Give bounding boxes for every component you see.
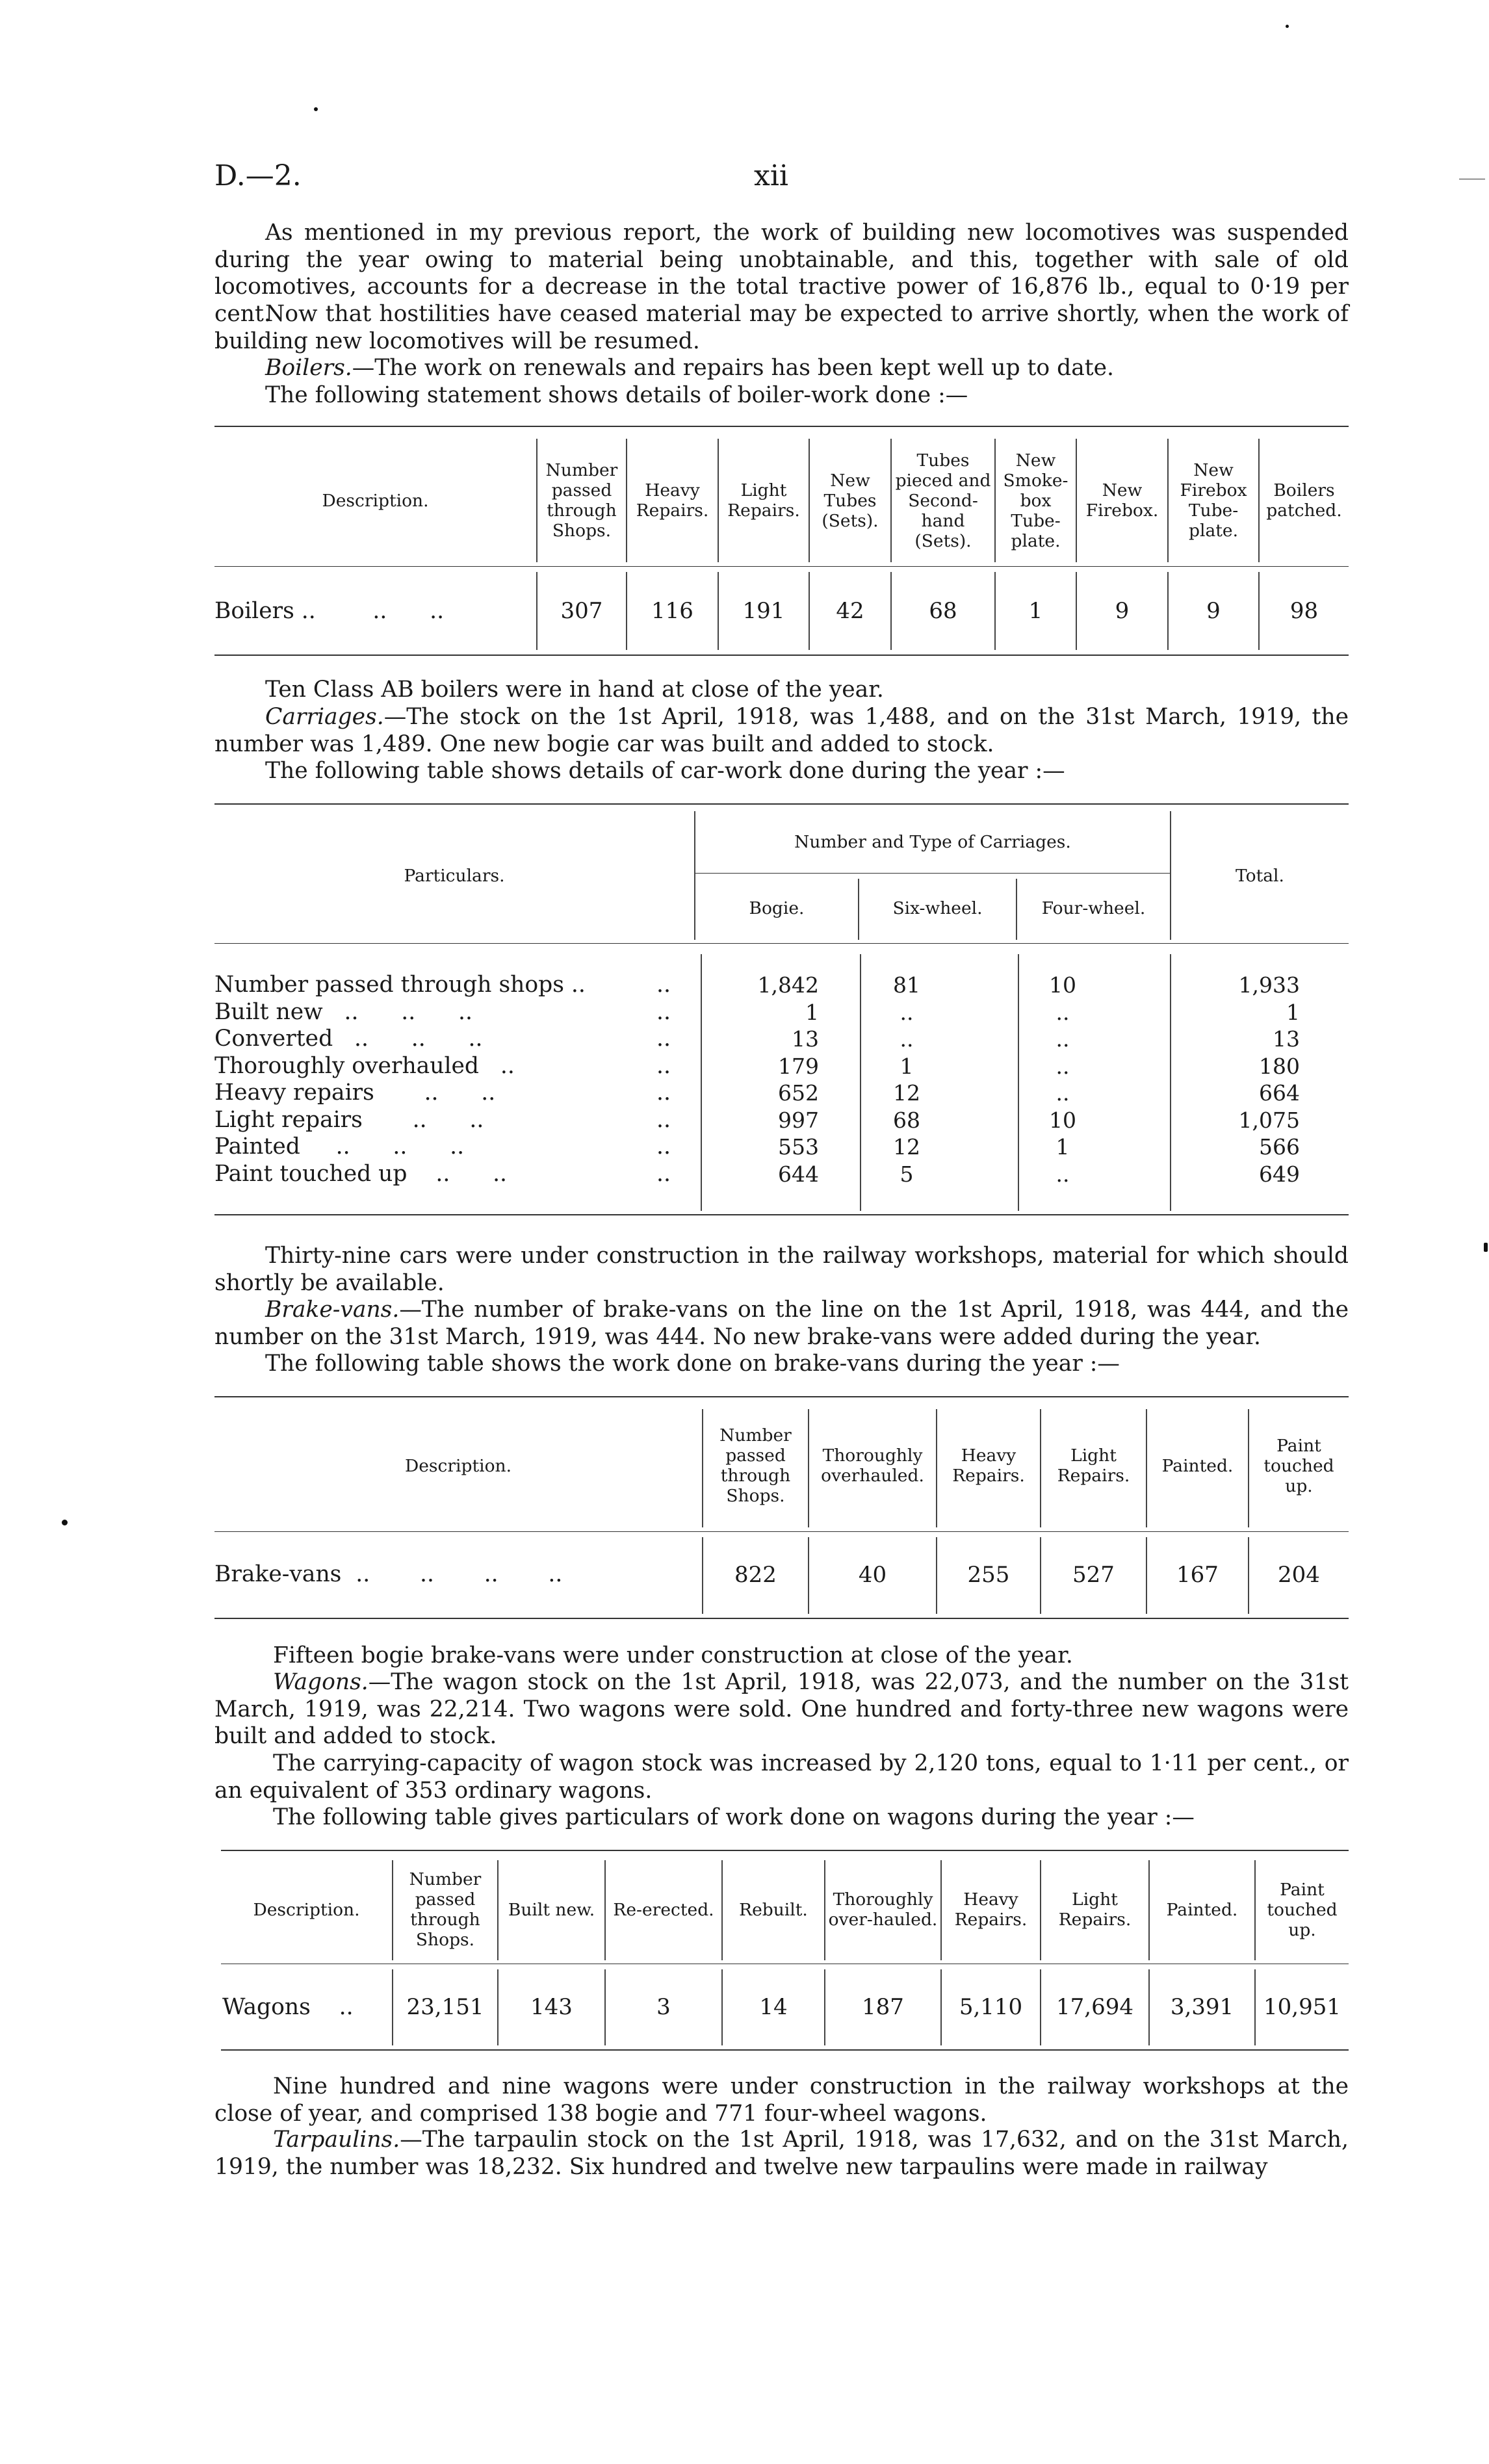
wagons-header-overhauled: Thoroughly over-hauled. <box>828 1889 938 1930</box>
boilers-value: 98 <box>1289 598 1319 624</box>
brake-vans-value: 167 <box>1176 1562 1219 1588</box>
boilers-value: 68 <box>929 598 957 624</box>
wagons-value: 17,694 <box>1056 1994 1133 2020</box>
carriages-heading: Carriages. <box>265 704 384 730</box>
wagons-value: 143 <box>530 1994 573 2020</box>
paragraph-thirty-nine-cars: Thirty-nine cars were under construction in the railway workshops, material for which should shortly be available. <box>214 1243 1349 1296</box>
brake-vans-header-overhauled: Thoroughly overhauled. <box>821 1446 924 1486</box>
wagons-header-description: Description. <box>253 1899 360 1920</box>
boilers-header-smokebox: New Smoke-box Tube-plate. <box>1003 450 1068 551</box>
boilers-header-firebox-tubeplate: New Firebox Tube-plate. <box>1180 460 1247 541</box>
carriages-header-bogie: Bogie. <box>749 898 805 918</box>
tarpaulins-heading: Tarpaulins. <box>273 2127 400 2153</box>
paragraph-hostilities: Now that hostilities have ceased material may be expected to arrive shortly, when the work of building new locomotives will be resumed. <box>214 301 1349 354</box>
boilers-header-new-firebox: New Firebox. <box>1085 480 1159 521</box>
boilers-header-passed: Number passed through Shops. <box>545 460 618 541</box>
paragraph-brake-vans: Brake-vans.—The number of brake-vans on the line on the 1st April, 1918, was 444, and the number on the 31st March, 1919, was 444. No new brake-vans were added during the year. <box>214 1297 1349 1350</box>
scan-speck <box>1484 1243 1488 1252</box>
wagons-value: 10,951 <box>1263 1994 1341 2020</box>
wagons-header-passed: Number passed through Shops. <box>409 1869 482 1950</box>
table-row: Built new .. .. .. .. 1 .. .. 1 <box>214 998 1300 1025</box>
boilers-header-heavy: Heavy Repairs. <box>636 480 709 521</box>
boilers-heading: Boilers. <box>265 355 352 381</box>
boilers-value: 1 <box>1028 598 1043 624</box>
boilers-value: 307 <box>560 598 603 624</box>
paragraph-carrying-capacity: The carrying-capacity of wagon stock was increased by 2,120 tons, equal to 1·11 per cent., or an equivalent of 353 ordinary wagons. <box>214 1750 1349 1804</box>
wagons-header-painted: Painted. <box>1166 1899 1238 1920</box>
wagons-header-heavy: Heavy Repairs. <box>954 1889 1028 1930</box>
carriages-header-six-wheel: Six-wheel. <box>892 898 983 918</box>
wagons-value: 3 <box>656 1994 671 2020</box>
boilers-value: 42 <box>836 598 864 624</box>
paragraph-nine-hundred: Nine hundred and nine wagons were under construction in the railway workshops at the close of year, and comprised 138 bogie and 771 four-wheel wagons. <box>214 2073 1349 2127</box>
wagons-header-re-erected: Re-erected. <box>613 1899 714 1920</box>
boilers-value: 9 <box>1115 598 1130 624</box>
brake-vans-header-painted: Painted. <box>1161 1455 1234 1476</box>
brake-vans-header-heavy: Heavy Repairs. <box>952 1446 1025 1486</box>
boilers-header-light: Light Repairs. <box>727 480 800 521</box>
paragraph-locomotives: As mentioned in my previous report, the work of building new locomotives was suspended during the year owing to material being unobtainable, and this, together with sale of old locomotives, accounts for a decrease in the total tractive power of 16,876 lb., equal to 0·19 per cent. <box>214 220 1349 327</box>
scan-speck <box>1286 25 1289 28</box>
wagons-value: 187 <box>862 1994 904 2020</box>
paragraph-carriage-intro: The following table shows details of car-work done during the year :— <box>265 758 1065 784</box>
carriages-header-particulars: Particulars. <box>404 866 505 886</box>
paragraph-class-ab: Ten Class AB boilers were in hand at close of the year. <box>265 677 884 703</box>
table-row: Heavy repairs .. .. .. 652 12 .. 664 <box>214 1080 1300 1106</box>
paragraph-tarpaulins: Tarpaulins.—The tarpaulin stock on the 1st April, 1918, was 17,632, and on the 31st March, 1919, the number was 18,232. Six hundred and twelve new tarpaulins were made in railway <box>214 2127 1349 2180</box>
boilers-value: 116 <box>651 598 693 624</box>
paragraph-brake-van-intro: The following table shows the work done on brake-vans during the year :— <box>265 1351 1120 1377</box>
brake-vans-value: 204 <box>1278 1562 1320 1588</box>
brake-vans-value: 255 <box>967 1562 1010 1588</box>
brake-vans-header-paint-touched: Paint touched up. <box>1263 1435 1334 1496</box>
wagons-value: 23,151 <box>406 1994 484 2020</box>
carriages-rows <box>214 972 1349 1187</box>
paragraph-wagon-intro: The following table gives particulars of work done on wagons during the year :— <box>273 1804 1195 1830</box>
brake-vans-value: 822 <box>734 1562 777 1588</box>
table-row: Light repairs .. .. .. 997 68 10 1,075 <box>214 1106 1300 1133</box>
wagons-header-rebuilt: Rebuilt. <box>739 1899 808 1920</box>
brake-vans-value: 40 <box>858 1562 887 1588</box>
wagons-heading: Wagons. <box>273 1669 369 1695</box>
brake-vans-row-label: Brake-vans .. .. .. .. <box>214 1561 563 1587</box>
boilers-header-patched: Boilers patched. <box>1266 480 1342 521</box>
wagons-header-built-new: Built new. <box>508 1899 595 1920</box>
boilers-value: 191 <box>742 598 785 624</box>
page-reference: D.—2. <box>214 159 302 192</box>
table-row: Thoroughly overhauled .. .. 179 1 .. 180 <box>214 1052 1300 1079</box>
boilers-header-new-tubes: New Tubes (Sets). <box>822 470 879 531</box>
brake-vans-header-light: Light Repairs. <box>1057 1446 1130 1486</box>
wagons-value: 14 <box>759 1994 788 2020</box>
brake-vans-heading: Brake-vans. <box>265 1297 400 1323</box>
paragraph-fifteen-bogie: Fifteen bogie brake-vans were under construction at close of the year. <box>273 1642 1073 1668</box>
paragraph-boiler-intro: The following statement shows details of boiler-work done :— <box>265 382 968 408</box>
brake-vans-header-passed: Number passed through Shops. <box>719 1425 792 1506</box>
paragraph-boilers: Boilers.—The work on renewals and repairs has been kept well up to date. <box>265 355 1115 381</box>
wagons-header-paint-touched: Paint touched up. <box>1267 1879 1338 1940</box>
wagons-value: 5,110 <box>959 1994 1023 2020</box>
boilers-value: 9 <box>1206 598 1221 624</box>
page-number: xii <box>754 159 788 192</box>
scan-speck <box>62 1520 68 1525</box>
boilers-header-tubes-pieced: Tubes pieced and Second-hand (Sets). <box>895 450 991 551</box>
boilers-row-label: Boilers .. .. .. <box>214 598 445 624</box>
scan-speck <box>314 107 318 111</box>
paragraph-wagons: Wagons.—The wagon stock on the 1st April, 1918, was 22,073, and the number on the 31st March, 1919, was 22,214. Two wagons were sold. One hundred and forty-three new wagons were built and added to stock. <box>214 1669 1349 1749</box>
wagons-header-light: Light Repairs. <box>1058 1889 1132 1930</box>
brake-vans-value: 527 <box>1072 1562 1115 1588</box>
table-row: Converted .. .. .. .. 13 .. .. 13 <box>214 1026 1300 1052</box>
wagons-value: 3,391 <box>1170 1994 1234 2020</box>
paragraph-carriages: Carriages.—The stock on the 1st April, 1918, was 1,488, and on the 31st March, 1919, the number was 1,489. One new bogie car was built and added to stock. <box>214 704 1349 757</box>
brake-vans-header-description: Description. <box>404 1455 512 1476</box>
table-row: Painted .. .. .. .. 553 12 1 566 <box>214 1134 1300 1160</box>
wagons-row-label: Wagons .. <box>222 1994 354 2020</box>
carriages-header-four-wheel: Four-wheel. <box>1041 898 1146 918</box>
table-row: Number passed through shops .. .. 1,842 81 10 1,933 <box>214 972 1300 998</box>
carriages-header-total: Total. <box>1236 866 1284 886</box>
boilers-header-description: Description. <box>322 490 429 511</box>
table-row: Paint touched up .. .. .. 644 5 .. 649 <box>214 1160 1300 1187</box>
carriages-header-group: Number and Type of Carriages. <box>794 831 1071 852</box>
